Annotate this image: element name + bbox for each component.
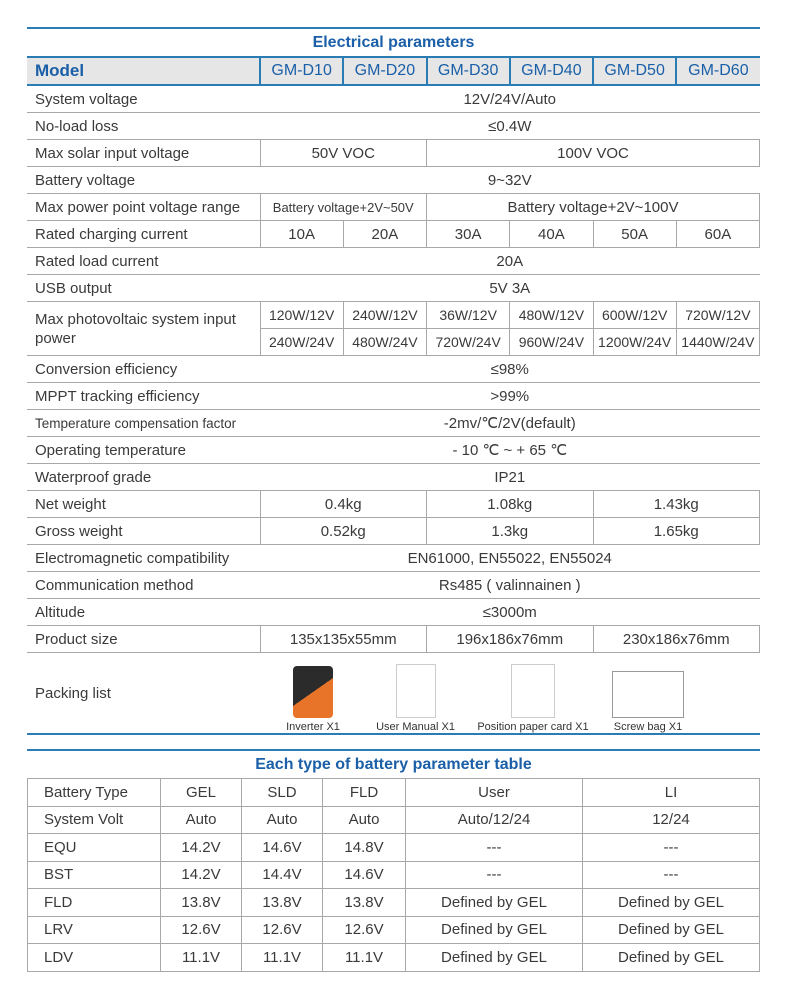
value-cell: 120W/12V xyxy=(260,302,343,329)
packing-item-card xyxy=(473,664,593,733)
packing-item-inverter xyxy=(268,666,358,733)
battery-cell: 13.8V xyxy=(323,889,406,917)
battery-cell: 12.6V xyxy=(242,916,323,944)
battery-cell: SLD xyxy=(242,779,323,807)
value-cell: 720W/12V xyxy=(676,302,759,329)
table-row xyxy=(27,248,760,275)
packing-item-manual xyxy=(358,664,473,733)
table-row xyxy=(27,410,760,437)
battery-cell: 14.2V xyxy=(161,861,242,889)
manual-image xyxy=(396,664,436,718)
value-cell: ≤0.4W xyxy=(260,113,760,140)
value-cell: 50A xyxy=(593,221,676,248)
battery-cell: 14.8V xyxy=(323,834,406,862)
table-row xyxy=(27,356,760,383)
battery-cell: Defined by GEL xyxy=(583,916,760,944)
row-label: Max power point voltage range xyxy=(27,194,260,221)
value-cell: 0.4kg xyxy=(260,491,427,518)
position-card-image xyxy=(511,664,555,718)
value-cell: 1.3kg xyxy=(427,518,594,545)
value-cell: 30A xyxy=(427,221,510,248)
row-label: Rated load current xyxy=(27,248,260,275)
row-label: Operating temperature xyxy=(27,437,260,464)
value-cell: 12V/24V/Auto xyxy=(260,85,760,113)
battery-row-label: LDV xyxy=(28,944,161,972)
battery-title: Each type of battery parameter table xyxy=(27,749,760,778)
battery-cell: GEL xyxy=(161,779,242,807)
value-cell: ≤3000m xyxy=(260,599,760,626)
value-cell: 9~32V xyxy=(260,167,760,194)
battery-cell: --- xyxy=(583,834,760,862)
value-cell: Battery voltage+2V~100V xyxy=(427,194,760,221)
value-cell: 10A xyxy=(260,221,343,248)
value-cell: IP21 xyxy=(260,464,760,491)
battery-cell: 11.1V xyxy=(323,944,406,972)
value-cell: 20A xyxy=(343,221,426,248)
table-row xyxy=(27,194,760,221)
table-row xyxy=(27,167,760,194)
battery-cell: Defined by GEL xyxy=(406,944,583,972)
battery-cell: 14.6V xyxy=(242,834,323,862)
value-cell: 20A xyxy=(260,248,760,275)
value-cell: - 10 ℃ ~ + 65 ℃ xyxy=(260,437,760,464)
battery-cell: Auto/12/24 xyxy=(406,806,583,834)
battery-cell: 13.8V xyxy=(242,889,323,917)
table-row xyxy=(27,85,760,113)
electrical-table xyxy=(27,56,760,653)
battery-cell: --- xyxy=(406,834,583,862)
table-row xyxy=(27,275,760,302)
battery-cell: 12/24 xyxy=(583,806,760,834)
battery-cell: 11.1V xyxy=(161,944,242,972)
row-label: Temperature compensation factor xyxy=(27,410,260,437)
model-label: Model xyxy=(27,57,260,85)
battery-cell: --- xyxy=(406,861,583,889)
model-row xyxy=(27,57,760,85)
battery-row xyxy=(28,889,760,917)
value-cell: 240W/12V xyxy=(343,302,426,329)
table-row xyxy=(27,545,760,572)
battery-cell: 12.6V xyxy=(323,916,406,944)
value-cell: 720W/24V xyxy=(427,329,510,356)
model-cell: GM-D30 xyxy=(427,57,510,85)
table-row xyxy=(27,626,760,653)
value-cell: 0.52kg xyxy=(260,518,427,545)
value-cell: 480W/24V xyxy=(343,329,426,356)
battery-cell: 11.1V xyxy=(242,944,323,972)
table-row xyxy=(27,491,760,518)
battery-cell: LI xyxy=(583,779,760,807)
battery-cell: --- xyxy=(583,861,760,889)
value-cell: 600W/12V xyxy=(593,302,676,329)
battery-cell: 13.8V xyxy=(161,889,242,917)
battery-row-label: LRV xyxy=(28,916,161,944)
screw-bag-image xyxy=(612,671,684,718)
battery-cell: User xyxy=(406,779,583,807)
row-label: Net weight xyxy=(27,491,260,518)
value-cell: 100V VOC xyxy=(427,140,760,167)
packing-item-label: Position paper card X1 xyxy=(477,721,589,733)
packing-item-label: User Manual X1 xyxy=(376,721,455,733)
battery-row xyxy=(28,916,760,944)
row-label: MPPT tracking efficiency xyxy=(27,383,260,410)
table-row xyxy=(27,221,760,248)
value-cell: 1200W/24V xyxy=(593,329,676,356)
packing-item-screws xyxy=(593,671,703,733)
row-label: Product size xyxy=(27,626,260,653)
battery-row xyxy=(28,834,760,862)
table-row xyxy=(27,383,760,410)
table-row xyxy=(27,437,760,464)
value-cell: 40A xyxy=(510,221,593,248)
inverter-image xyxy=(293,666,333,718)
packing-list-label: Packing list xyxy=(35,684,111,702)
battery-cell: Defined by GEL xyxy=(583,889,760,917)
battery-cell: Auto xyxy=(161,806,242,834)
value-cell: ≤98% xyxy=(260,356,760,383)
value-cell: 1440W/24V xyxy=(676,329,759,356)
battery-cell: Defined by GEL xyxy=(406,916,583,944)
table-row xyxy=(27,140,760,167)
battery-cell: 12.6V xyxy=(161,916,242,944)
value-cell: 1.65kg xyxy=(593,518,760,545)
row-label: No-load loss xyxy=(27,113,260,140)
battery-cell: 14.6V xyxy=(323,861,406,889)
value-cell: 5V 3A xyxy=(260,275,760,302)
battery-parameter-section xyxy=(27,749,760,972)
table-row xyxy=(27,599,760,626)
battery-cell: 14.4V xyxy=(242,861,323,889)
row-label: Electromagnetic compatibility xyxy=(27,545,260,572)
battery-row-label: Battery Type xyxy=(28,779,161,807)
battery-row xyxy=(28,779,760,807)
battery-row-label: FLD xyxy=(28,889,161,917)
electrical-title: Electrical parameters xyxy=(27,27,760,56)
value-cell: EN61000, EN55022, EN55024 xyxy=(260,545,760,572)
row-label: Battery voltage xyxy=(27,167,260,194)
value-cell: 1.08kg xyxy=(427,491,594,518)
battery-cell: 14.2V xyxy=(161,834,242,862)
value-cell: -2mv/℃/2V(default) xyxy=(260,410,760,437)
battery-cell: Defined by GEL xyxy=(583,944,760,972)
row-label: Rated charging current xyxy=(27,221,260,248)
electrical-parameters-section xyxy=(27,27,760,735)
value-cell: 60A xyxy=(676,221,759,248)
value-cell: 480W/12V xyxy=(510,302,593,329)
table-row xyxy=(27,113,760,140)
value-cell: 1.43kg xyxy=(593,491,760,518)
value-cell: Battery voltage+2V~50V xyxy=(260,194,427,221)
battery-row-label: System Volt xyxy=(28,806,161,834)
battery-row-label: BST xyxy=(28,861,161,889)
row-label: Max photovoltaic system input power xyxy=(27,302,260,356)
battery-table xyxy=(27,778,760,972)
battery-cell: Auto xyxy=(323,806,406,834)
value-cell: 50V VOC xyxy=(260,140,427,167)
battery-cell: FLD xyxy=(323,779,406,807)
packing-item-label: Screw bag X1 xyxy=(613,721,683,733)
model-cell: GM-D50 xyxy=(593,57,676,85)
value-cell: Rs485 ( valinnainen ) xyxy=(260,572,760,599)
value-cell: 196x186x76mm xyxy=(427,626,594,653)
value-cell: 240W/24V xyxy=(260,329,343,356)
row-label: Waterproof grade xyxy=(27,464,260,491)
row-label: System voltage xyxy=(27,85,260,113)
row-label: Communication method xyxy=(27,572,260,599)
row-label: Altitude xyxy=(27,599,260,626)
battery-row xyxy=(28,861,760,889)
value-cell: >99% xyxy=(260,383,760,410)
packing-list-row xyxy=(27,653,760,735)
battery-row xyxy=(28,806,760,834)
value-cell: 230x186x76mm xyxy=(593,626,760,653)
table-row xyxy=(27,572,760,599)
model-cell: GM-D40 xyxy=(510,57,593,85)
table-row xyxy=(27,302,760,329)
battery-row xyxy=(28,944,760,972)
value-cell: 135x135x55mm xyxy=(260,626,427,653)
battery-cell: Defined by GEL xyxy=(406,889,583,917)
value-cell: 36W/12V xyxy=(427,302,510,329)
row-label: Gross weight xyxy=(27,518,260,545)
value-cell: 960W/24V xyxy=(510,329,593,356)
row-label: Max solar input voltage xyxy=(27,140,260,167)
row-label: Conversion efficiency xyxy=(27,356,260,383)
row-label: USB output xyxy=(27,275,260,302)
model-cell: GM-D20 xyxy=(343,57,426,85)
model-cell: GM-D10 xyxy=(260,57,343,85)
battery-cell: Auto xyxy=(242,806,323,834)
table-row xyxy=(27,464,760,491)
battery-row-label: EQU xyxy=(28,834,161,862)
model-cell: GM-D60 xyxy=(676,57,759,85)
table-row xyxy=(27,518,760,545)
packing-item-label: Inverter X1 xyxy=(286,721,340,733)
